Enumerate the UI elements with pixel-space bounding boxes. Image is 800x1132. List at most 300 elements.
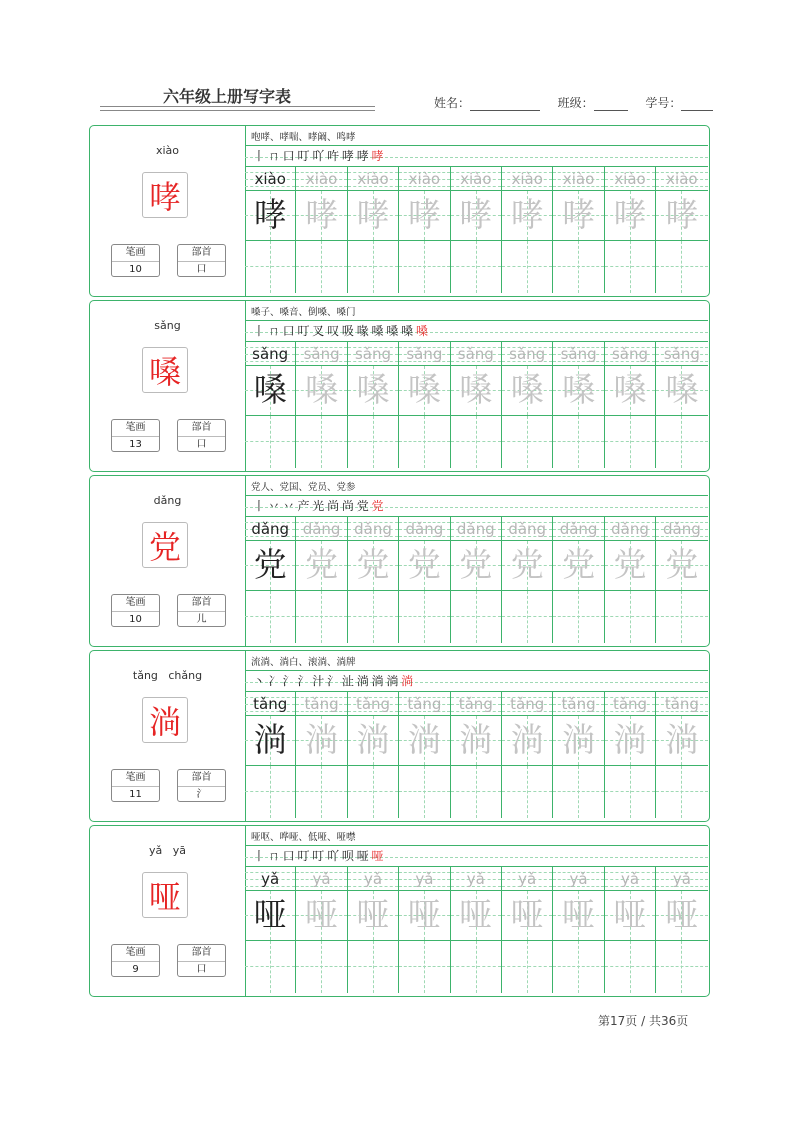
tian-grid-box (348, 890, 398, 941)
practice-cell[interactable] (399, 692, 450, 818)
pinyin-trace: tǎng (407, 695, 442, 713)
empty-writing-box[interactable] (245, 241, 295, 293)
pinyin-trace: yǎ (672, 870, 691, 888)
tian-grid-box (605, 715, 655, 766)
stroke-order (253, 497, 383, 514)
pinyin-guide (296, 694, 346, 714)
character-trace: 哮 (613, 195, 647, 234)
character-trace: 党 (613, 545, 647, 584)
pinyin-trace: yǎ (518, 870, 537, 888)
pinyin-trace: xiào (562, 170, 595, 188)
pinyin-guide (502, 694, 552, 714)
stroke-order-row (245, 845, 708, 867)
pinyin-guide (296, 519, 346, 539)
practice-cell[interactable] (451, 342, 502, 468)
character-trace: 嗓 (562, 370, 596, 409)
empty-writing-box[interactable] (502, 941, 552, 993)
empty-writing-box[interactable] (451, 941, 501, 993)
stroke-order (253, 672, 413, 689)
pinyin-guide (348, 694, 398, 714)
tian-grid-box (502, 540, 552, 591)
page-number: 第17页 / 共36页 (598, 1014, 689, 1028)
empty-writing-box[interactable] (399, 591, 449, 643)
empty-writing-box[interactable] (605, 416, 655, 468)
pinyin-guide (399, 519, 449, 539)
practice-cell[interactable] (348, 867, 399, 993)
pinyin-guide (245, 169, 295, 189)
character-trace: 嗓 (407, 370, 441, 409)
practice-grid (245, 867, 708, 993)
stroke-order-final: 党 (371, 499, 384, 513)
pinyin-model: dǎng (251, 520, 290, 538)
character-trace: 哮 (459, 195, 493, 234)
empty-writing-box[interactable] (605, 591, 655, 643)
pinyin-guide (399, 694, 449, 714)
pinyin-guide (451, 169, 501, 189)
empty-writing-box[interactable] (296, 416, 346, 468)
radical-box (177, 944, 226, 977)
tian-grid-box (605, 540, 655, 591)
pinyin-trace: yǎ (569, 870, 588, 888)
character-trace: 党 (459, 545, 493, 584)
character-trace: 哑 (562, 895, 596, 934)
practice-cell[interactable] (502, 692, 553, 818)
practice-cell[interactable] (245, 692, 296, 818)
pinyin-guide (502, 519, 552, 539)
practice-cell[interactable] (245, 517, 296, 643)
empty-writing-box[interactable] (502, 766, 552, 818)
pinyin-trace: dǎng (302, 520, 341, 538)
empty-writing-box[interactable] (296, 941, 346, 993)
pinyin-guide (656, 169, 707, 189)
empty-writing-box[interactable] (296, 766, 346, 818)
tian-grid-box (656, 365, 707, 416)
practice-cell[interactable] (656, 517, 707, 643)
character-trace: 淌 (356, 720, 390, 759)
character-trace: 党 (407, 545, 441, 584)
pinyin-guide (245, 869, 295, 889)
pinyin-trace: yǎ (415, 870, 434, 888)
pinyin-guide (451, 869, 501, 889)
pinyin-trace: dǎng (354, 520, 392, 538)
pinyin-trace: sǎng (457, 345, 494, 363)
character-card (89, 650, 710, 822)
practice-cell[interactable] (502, 342, 553, 468)
pinyin-guide (553, 169, 603, 189)
empty-writing-box[interactable] (553, 241, 603, 293)
pinyin-trace: yǎ (466, 870, 485, 888)
empty-writing-box[interactable] (245, 591, 295, 643)
radical-box (177, 244, 226, 277)
practice-cell[interactable] (296, 867, 347, 993)
pinyin-guide (553, 694, 603, 714)
practice-panel (245, 301, 708, 471)
empty-writing-box[interactable] (502, 416, 552, 468)
pinyin-model: sǎng (252, 345, 289, 363)
practice-cell[interactable] (296, 167, 347, 293)
tian-grid-box (296, 190, 346, 241)
practice-cell[interactable] (656, 692, 707, 818)
empty-writing-box[interactable] (348, 241, 398, 293)
practice-cell[interactable] (245, 867, 296, 993)
stroke-count-box (111, 419, 160, 452)
tian-grid-box (451, 715, 501, 766)
character-trace: 哑 (459, 895, 493, 934)
practice-cell[interactable] (399, 867, 450, 993)
pinyin-guide (553, 869, 603, 889)
pinyin-trace: xiào (614, 170, 646, 188)
example-words: 流淌、淌白、滚淌、淌牌 (251, 657, 356, 668)
tian-grid-box (605, 190, 655, 241)
character-card (89, 125, 710, 297)
practice-cell[interactable] (451, 167, 502, 293)
pinyin-trace: dǎng (611, 520, 649, 538)
tian-grid-box (502, 715, 552, 766)
tian-grid-box (399, 715, 449, 766)
pinyin-guide (399, 169, 449, 189)
empty-writing-box[interactable] (399, 241, 449, 293)
stroke-count-label: 笔画 (112, 595, 159, 612)
pinyin-guide (656, 344, 707, 364)
practice-cell[interactable] (348, 517, 399, 643)
character-info-panel (90, 651, 246, 821)
stroke-order (253, 847, 383, 864)
practice-panel (245, 826, 708, 996)
pinyin-model: yǎ (261, 870, 280, 888)
practice-cell[interactable] (296, 692, 347, 818)
pinyin-guide (605, 169, 655, 189)
character-pinyin: tǎng chǎng (132, 669, 203, 682)
practice-cell[interactable] (656, 167, 707, 293)
empty-writing-box[interactable] (245, 766, 295, 818)
empty-writing-box[interactable] (451, 416, 501, 468)
tian-grid-box (553, 715, 603, 766)
empty-writing-box[interactable] (553, 591, 603, 643)
tian-grid-box (656, 890, 707, 941)
tian-grid-box (553, 365, 603, 416)
stroke-count-value: 10 (129, 614, 142, 625)
tian-grid-box (348, 365, 398, 416)
empty-writing-box[interactable] (451, 241, 501, 293)
tian-grid-box (296, 365, 346, 416)
practice-cell[interactable] (502, 867, 553, 993)
practice-cell[interactable] (399, 517, 450, 643)
radical-label: 部首 (178, 245, 225, 262)
pinyin-trace: tǎng (612, 695, 648, 713)
practice-cell[interactable] (399, 342, 450, 468)
empty-writing-box[interactable] (348, 941, 398, 993)
character-card (89, 825, 710, 997)
radical-value: 氵 (196, 789, 207, 800)
pinyin-trace: xiào (666, 170, 698, 188)
character-display: 哮 (142, 172, 188, 218)
practice-cell[interactable] (348, 342, 399, 468)
empty-writing-box[interactable] (296, 591, 346, 643)
practice-cell[interactable] (605, 342, 656, 468)
pinyin-trace: xiào (305, 170, 338, 188)
stroke-count-value: 9 (132, 964, 139, 975)
empty-writing-box[interactable] (348, 766, 398, 818)
character-trace: 哮 (562, 195, 596, 234)
practice-cell[interactable] (296, 342, 347, 468)
character-trace: 嗓 (613, 370, 647, 409)
tian-grid-box (348, 715, 398, 766)
practice-cell[interactable] (296, 517, 347, 643)
pinyin-trace: xiào (408, 170, 441, 188)
character-trace: 嗓 (305, 370, 339, 409)
empty-writing-box[interactable] (296, 241, 346, 293)
character-trace: 嗓 (665, 370, 699, 409)
stroke-order (253, 147, 383, 164)
practice-cell[interactable] (656, 342, 707, 468)
practice-cell[interactable] (502, 517, 553, 643)
pinyin-guide (605, 694, 655, 714)
practice-cell[interactable] (605, 167, 656, 293)
stroke-count-label: 笔画 (112, 945, 159, 962)
radical-label: 部首 (178, 595, 225, 612)
practice-cell[interactable] (399, 167, 450, 293)
class-field[interactable] (594, 98, 628, 111)
character-trace: 党 (665, 545, 699, 584)
character-trace: 淌 (613, 720, 647, 759)
pinyin-guide (502, 869, 552, 889)
character-display: 党 (142, 522, 188, 568)
stroke-order (253, 322, 427, 339)
example-words: 咆哮、哮喘、哮阚、鸣哮 (251, 132, 356, 143)
tian-grid-box (245, 890, 295, 941)
practice-cell[interactable] (605, 517, 656, 643)
radical-value: 口 (196, 439, 207, 450)
stroke-order-steps: 丨 ㄇ 口 叮 吖 吘 哮 哮 (253, 149, 372, 163)
practice-cell[interactable] (451, 692, 502, 818)
empty-writing-box[interactable] (399, 766, 449, 818)
radical-value: 口 (196, 264, 207, 275)
empty-writing-box[interactable] (656, 941, 707, 993)
stroke-order-row (245, 320, 708, 342)
character-trace: 淌 (510, 720, 544, 759)
practice-grid (245, 692, 708, 818)
character-trace: 哮 (305, 195, 339, 234)
character-info-panel (90, 476, 246, 646)
empty-writing-box[interactable] (348, 416, 398, 468)
practice-panel (245, 126, 708, 296)
pinyin-trace: tǎng (355, 695, 391, 713)
pinyin-trace: dǎng (663, 520, 701, 538)
character-model: 党 (253, 545, 287, 584)
pinyin-trace: dǎng (405, 520, 444, 538)
pinyin-guide (348, 519, 398, 539)
stroke-count-box (111, 594, 160, 627)
pinyin-guide (296, 169, 346, 189)
tian-grid-box (296, 890, 346, 941)
id-field[interactable] (681, 98, 713, 111)
practice-cell[interactable] (451, 517, 502, 643)
character-model: 淌 (253, 720, 287, 759)
radical-box (177, 769, 226, 802)
character-trace: 嗓 (510, 370, 544, 409)
practice-cell[interactable] (605, 692, 656, 818)
practice-panel (245, 651, 708, 821)
empty-writing-box[interactable] (348, 591, 398, 643)
pinyin-guide (451, 519, 501, 539)
character-trace: 哮 (665, 195, 699, 234)
character-trace: 党 (356, 545, 390, 584)
radical-box (177, 419, 226, 452)
pinyin-guide (656, 694, 707, 714)
practice-grid (245, 342, 708, 468)
practice-panel (245, 476, 708, 646)
practice-cell[interactable] (553, 517, 604, 643)
empty-writing-box[interactable] (502, 591, 552, 643)
character-trace: 哮 (356, 195, 390, 234)
practice-cell[interactable] (245, 167, 296, 293)
stroke-order-final: 哑 (371, 849, 384, 863)
stroke-order-final: 嗓 (415, 324, 428, 338)
pinyin-trace: tǎng (304, 695, 339, 713)
pinyin-trace: tǎng (664, 695, 699, 713)
character-trace: 哮 (510, 195, 544, 234)
radical-box (177, 594, 226, 627)
character-trace: 哑 (613, 895, 647, 934)
character-trace: 淌 (407, 720, 441, 759)
empty-writing-box[interactable] (656, 766, 707, 818)
empty-writing-box[interactable] (605, 941, 655, 993)
character-trace: 哮 (407, 195, 441, 234)
stroke-order-steps: 丶 冫 氵 氵 汁 氵 沚 淌 淌 淌 (253, 674, 402, 688)
pinyin-trace: sǎng (663, 345, 700, 363)
empty-writing-box[interactable] (399, 941, 449, 993)
stroke-count-box (111, 244, 160, 277)
character-trace: 嗓 (356, 370, 390, 409)
character-trace: 党 (305, 545, 339, 584)
example-words: 党人、党国、党员、党参 (251, 482, 356, 493)
character-model: 哑 (253, 895, 287, 934)
pinyin-model: tǎng (253, 695, 288, 713)
stroke-count-box (111, 769, 160, 802)
empty-writing-box[interactable] (399, 416, 449, 468)
pinyin-guide (245, 519, 295, 539)
pinyin-trace: sǎng (303, 345, 340, 363)
empty-writing-box[interactable] (656, 416, 707, 468)
character-trace: 淌 (665, 720, 699, 759)
character-pinyin: yǎ yā (149, 844, 186, 857)
practice-cell[interactable] (553, 692, 604, 818)
pinyin-trace: tǎng (510, 695, 545, 713)
practice-cell[interactable] (502, 167, 553, 293)
practice-cell[interactable] (245, 342, 296, 468)
tian-grid-box (245, 365, 295, 416)
character-info-panel (90, 826, 246, 996)
stroke-order-steps: 丨 ㄇ 口 叮 叉 叹 吸 喙 嗓 嗓 嗓 (253, 324, 416, 338)
tian-grid-box (451, 540, 501, 591)
tian-grid-box (348, 190, 398, 241)
pinyin-trace: tǎng (561, 695, 596, 713)
radical-label: 部首 (178, 770, 225, 787)
practice-cell[interactable] (553, 342, 604, 468)
tian-grid-box (605, 365, 655, 416)
pinyin-guide (656, 519, 707, 539)
pinyin-guide (348, 344, 398, 364)
pinyin-guide (605, 869, 655, 889)
practice-cell[interactable] (553, 167, 604, 293)
empty-writing-box[interactable] (553, 766, 603, 818)
empty-writing-box[interactable] (553, 941, 603, 993)
pinyin-trace: yǎ (312, 870, 331, 888)
pinyin-guide (451, 694, 501, 714)
character-display: 淌 (142, 697, 188, 743)
practice-cell[interactable] (656, 867, 707, 993)
practice-cell[interactable] (348, 167, 399, 293)
pinyin-guide (553, 519, 603, 539)
tian-grid-box (656, 540, 707, 591)
stroke-order-steps: 丨 丷 丷 产 光 尚 尚 党 (253, 499, 372, 513)
pinyin-trace: sǎng (611, 345, 649, 363)
tian-grid-box (553, 190, 603, 241)
tian-grid-box (451, 890, 501, 941)
pinyin-trace: yǎ (363, 870, 383, 888)
empty-writing-box[interactable] (605, 766, 655, 818)
practice-cell[interactable] (348, 692, 399, 818)
empty-writing-box[interactable] (605, 241, 655, 293)
pinyin-trace: xiào (511, 170, 543, 188)
pinyin-model: xiào (254, 170, 286, 188)
stroke-order-final: 淌 (401, 674, 413, 688)
stroke-count-label: 笔画 (112, 420, 159, 437)
pinyin-trace: dǎng (559, 520, 598, 538)
character-trace: 哑 (305, 895, 339, 934)
tian-grid-box (245, 715, 295, 766)
tian-grid-box (553, 540, 603, 591)
pinyin-guide (296, 869, 346, 889)
header-title: 六年级上册写字表 (163, 87, 292, 106)
stroke-order-final: 哮 (371, 149, 384, 163)
pinyin-guide (245, 344, 295, 364)
tian-grid-box (656, 715, 707, 766)
empty-writing-box[interactable] (656, 591, 707, 643)
name-field[interactable] (470, 98, 540, 111)
practice-cell[interactable] (605, 867, 656, 993)
character-trace: 哑 (407, 895, 441, 934)
tian-grid-box (656, 190, 707, 241)
empty-writing-box[interactable] (656, 241, 707, 293)
character-info-panel (90, 126, 246, 296)
pinyin-guide (399, 869, 449, 889)
pinyin-guide (451, 344, 501, 364)
practice-cell[interactable] (553, 867, 604, 993)
radical-label: 部首 (178, 945, 225, 962)
pinyin-trace: xiào (357, 170, 389, 188)
character-card (89, 475, 710, 647)
tian-grid-box (245, 540, 295, 591)
tian-grid-box (502, 890, 552, 941)
tian-grid-box (399, 890, 449, 941)
stroke-order-row (245, 145, 708, 167)
empty-writing-box[interactable] (451, 766, 501, 818)
character-pinyin: sǎng (154, 319, 181, 332)
pinyin-trace: yǎ (620, 870, 640, 888)
empty-writing-box[interactable] (502, 241, 552, 293)
name-label: 姓名： (434, 96, 471, 110)
pinyin-guide (245, 694, 295, 714)
character-trace: 淌 (562, 720, 596, 759)
empty-writing-box[interactable] (451, 591, 501, 643)
empty-writing-box[interactable] (553, 416, 603, 468)
empty-writing-box[interactable] (245, 416, 295, 468)
character-trace: 淌 (459, 720, 493, 759)
empty-writing-box[interactable] (245, 941, 295, 993)
practice-cell[interactable] (451, 867, 502, 993)
character-trace: 党 (510, 545, 544, 584)
